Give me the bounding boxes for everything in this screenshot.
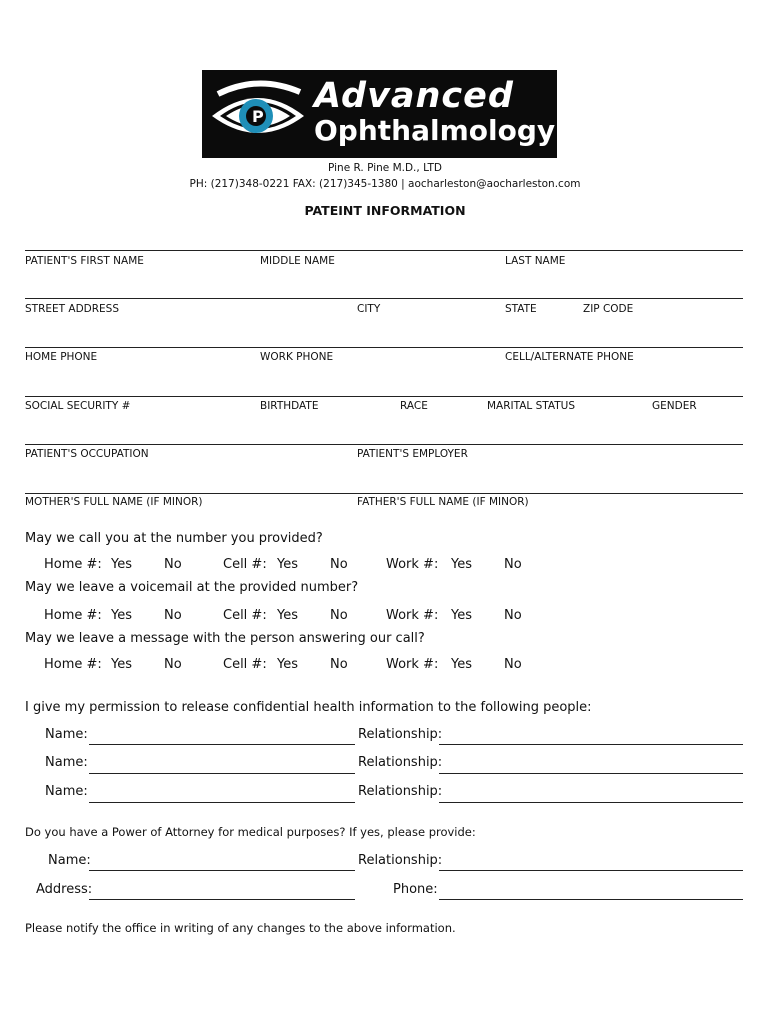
option-no[interactable]: No [504,557,522,572]
row-divider [25,250,743,251]
option-no[interactable]: No [164,608,182,623]
row-divider [25,444,743,445]
work-phone-label: WORK PHONE [260,351,334,363]
race-label: RACE [400,400,428,412]
poa-relationship-field[interactable] [439,870,743,871]
city-label: CITY [357,303,381,315]
employer-label: PATIENT'S EMPLOYER [357,448,468,460]
form-title: PATEINT INFORMATION [304,203,466,218]
birthdate-label: BIRTHDATE [260,400,319,412]
practice-name: Pine R. Pine M.D., LTD [328,162,442,174]
release-relationship-label: Relationship: [358,784,443,799]
gender-label: GENDER [652,400,697,412]
release-name-field[interactable] [89,744,355,745]
marital-status-label: MARITAL STATUS [487,400,575,412]
release-relationship-field[interactable] [439,802,743,803]
option-home-label: Home #: [44,557,102,572]
first-name-label: PATIENT'S FIRST NAME [25,255,144,267]
option-home-label: Home #: [44,608,102,623]
release-relationship-field[interactable] [439,744,743,745]
release-name-label: Name: [45,755,88,770]
release-name-label: Name: [45,727,88,742]
option-work-label: Work #: [386,657,439,672]
option-no[interactable]: No [330,608,348,623]
option-cell-label: Cell #: [223,657,267,672]
street-address-label: STREET ADDRESS [25,303,120,315]
option-no[interactable]: No [330,557,348,572]
practice-contact: PH: (217)348-0221 FAX: (217)345-1380 | aocharleston@aocharleston.com [189,178,581,190]
poa-relationship-label: Relationship: [358,853,443,868]
option-cell-label: Cell #: [223,608,267,623]
father-name-label: FATHER'S FULL NAME (IF MINOR) [357,496,529,508]
last-name-label: LAST NAME [505,255,566,267]
option-yes[interactable]: Yes [277,657,298,672]
option-cell-label: Cell #: [223,557,267,572]
eye-icon [208,76,308,152]
release-statement: I give my permission to release confidential health information to the following people: [25,700,592,715]
poa-phone-label: Phone: [393,882,438,897]
question-call: May we call you at the number you provided? [25,531,323,546]
option-work-label: Work #: [386,557,439,572]
poa-address-field[interactable] [89,899,355,900]
question-voicemail: May we leave a voicemail at the provided number? [25,580,359,595]
logo-word-advanced: Advanced [314,76,514,116]
option-no[interactable]: No [164,657,182,672]
option-yes[interactable]: Yes [277,608,298,623]
option-no[interactable]: No [504,657,522,672]
cell-phone-label: CELL/ALTERNATE PHONE [505,351,634,363]
practice-logo [202,70,557,158]
release-relationship-label: Relationship: [358,727,443,742]
row-divider [25,493,743,494]
middle-name-label: MIDDLE NAME [260,255,335,267]
option-yes[interactable]: Yes [111,608,132,623]
option-home-label: Home #: [44,657,102,672]
release-name-field[interactable] [89,773,355,774]
poa-address-label: Address: [36,882,93,897]
mother-name-label: MOTHER'S FULL NAME (IF MINOR) [25,496,203,508]
footer-notice: Please notify the office in writing of any changes to the above information. [25,921,456,935]
release-relationship-field[interactable] [439,773,743,774]
option-yes[interactable]: Yes [277,557,298,572]
option-no[interactable]: No [504,608,522,623]
poa-phone-field[interactable] [439,899,743,900]
row-divider [25,396,743,397]
option-no[interactable]: No [164,557,182,572]
question-message: May we leave a message with the person answering our call? [25,631,425,646]
poa-name-field[interactable] [89,870,355,871]
zip-code-label: ZIP CODE [583,303,634,315]
release-relationship-label: Relationship: [358,755,443,770]
state-label: STATE [505,303,537,315]
option-no[interactable]: No [330,657,348,672]
logo-word-ophthalmology: Ophthalmology [314,114,556,147]
release-name-field[interactable] [89,802,355,803]
release-name-label: Name: [45,784,88,799]
option-yes[interactable]: Yes [111,657,132,672]
svg-text:P: P [252,107,264,126]
home-phone-label: HOME PHONE [25,351,98,363]
ssn-label: SOCIAL SECURITY # [25,400,131,412]
row-divider [25,298,743,299]
row-divider [25,347,743,348]
option-yes[interactable]: Yes [111,557,132,572]
option-work-label: Work #: [386,608,439,623]
occupation-label: PATIENT'S OCCUPATION [25,448,149,460]
poa-name-label: Name: [48,853,91,868]
option-yes[interactable]: Yes [451,657,472,672]
option-yes[interactable]: Yes [451,557,472,572]
option-yes[interactable]: Yes [451,608,472,623]
poa-question: Do you have a Power of Attorney for medical purposes? If yes, please provide: [25,825,476,839]
